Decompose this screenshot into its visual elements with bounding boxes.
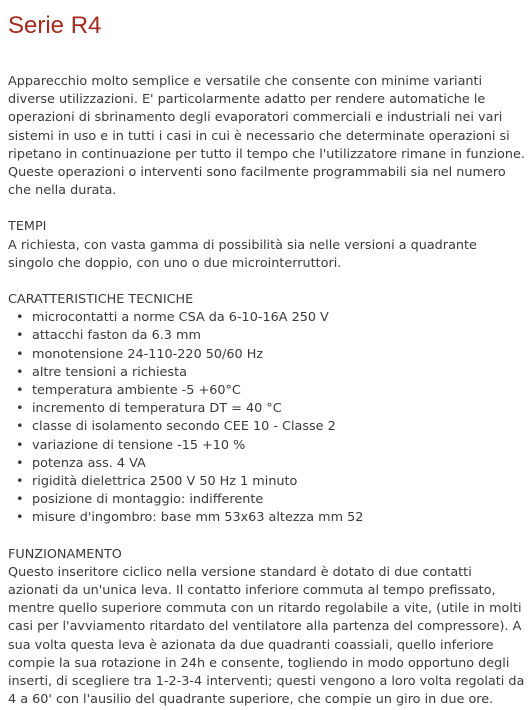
spec-item: • potenza ass. 4 VA	[32, 455, 526, 473]
specs-section	[8, 291, 526, 528]
funzionamento-section	[8, 546, 526, 710]
spec-item: • variazione di tensione -15 +10 %	[32, 437, 526, 455]
product-page	[8, 0, 526, 710]
tempi-section	[8, 218, 526, 273]
tempi-heading: TEMPI	[8, 219, 47, 235]
page-title: Serie R4	[8, 12, 102, 39]
spec-item: • misure d'ingombro: base mm 53x63 altezza mm 52	[32, 509, 526, 527]
spec-item: • monotensione 24-110-220 50/60 Hz	[32, 346, 526, 364]
spec-item: • classe di isolamento secondo CEE 10 - Classe 2	[32, 418, 526, 436]
spec-item: • temperatura ambiente -5 +60°C	[32, 382, 526, 400]
intro-paragraph: Apparecchio molto semplice e versatile che consente con minime varianti diverse utilizzazioni. E' particolarmente adatto per rendere automatiche le operazioni di sbrinamento degli evaporatori commerciali e industriali nei vari sistemi in uso e in tutti i casi in cui è necessario che determinate operazioni si ripetano in continuazione per tutto il tempo che l'utilizzatore rimane in funzione. Queste operazioni o interventi sono facilmente programmabili sia nel numero che nella durata.	[8, 74, 525, 199]
spec-item: • microcontatti a norme CSA da 6-10-16A 250 V	[32, 309, 526, 327]
spec-item: • attacchi faston da 6.3 mm	[32, 327, 526, 345]
spec-item: • altre tensioni a richiesta	[32, 364, 526, 382]
specs-list	[8, 309, 526, 527]
funzionamento-heading: FUNZIONAMENTO	[8, 546, 122, 562]
spec-item: • rigidità dielettrica 2500 V 50 Hz 1 minuto	[32, 473, 526, 491]
funzionamento-text: Questo inseritore ciclico nella versione standard è dotato di due contatti azionati da un'unica leva. Il contatto inferiore commuta al tempo prefissato, mentre quello superiore commuta con un ritardo regolabile a vite, (utile in molti casi per l'avviamento ritardato del ventilatore alla partenza del compressore). A sua volta questa leva è azionata da due quadranti coassiali, quello inferiore compie la sua rotazione in 24h e consente, togliendo in modo opportuno degli inserti, di scegliere tra 1-2-3-4 interventi; questi vengono a loro volta regolati da 4 a 60' con l'ausilio del quadrante superiore, che compie un giro in due ore.	[8, 564, 525, 708]
spec-item: • incremento di temperatura DT = 40 °C	[32, 400, 526, 418]
spec-item: • posizione di montaggio: indifferente	[32, 491, 526, 509]
tempi-text: A richiesta, con vasta gamma di possibilità sia nelle versioni a quadrante singolo che doppio, con uno o due microinterruttori.	[8, 237, 477, 271]
specs-heading: CARATTERISTICHE TECNICHE	[8, 292, 194, 308]
